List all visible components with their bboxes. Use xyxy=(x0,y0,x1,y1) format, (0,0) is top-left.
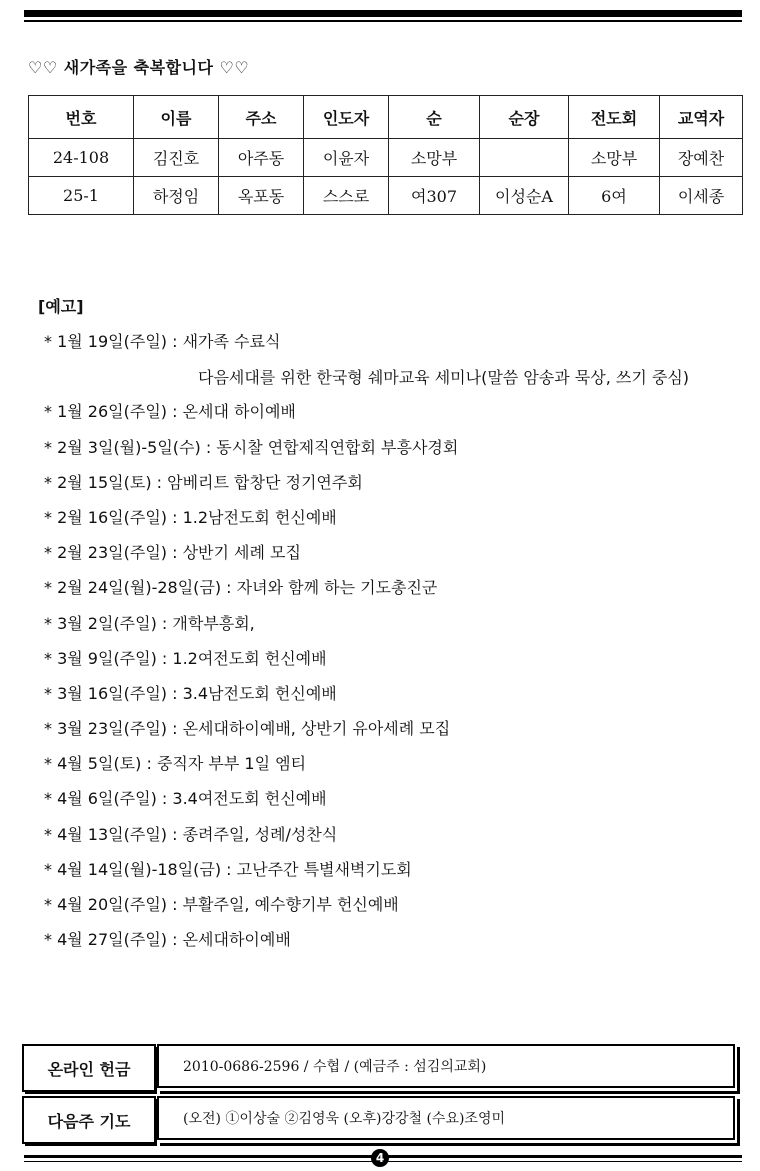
list-item: * 3월 16일(주일) : 3.4남전도회 헌신예배 xyxy=(44,683,337,703)
list-item: * 2월 15일(토) : 암베리트 합창단 정기연주회 xyxy=(44,472,363,492)
list-item: * 4월 5일(토) : 중직자 부부 1일 엠티 xyxy=(44,754,307,774)
col-pastor: 교역자 xyxy=(660,96,743,139)
cell-address: 아주동 xyxy=(219,139,304,177)
list-item xyxy=(44,332,689,402)
col-group-leader: 순장 xyxy=(480,96,569,139)
col-guide: 인도자 xyxy=(304,96,389,139)
notice-list xyxy=(44,332,689,965)
page-number: 4 xyxy=(371,1149,389,1167)
cell-number: 25-1 xyxy=(29,177,134,215)
list-item: * 4월 20일(주일) : 부활주일, 예수향기부 헌신예배 xyxy=(44,895,399,915)
new-family-heading: ♡♡ 새가족을 축복합니다 ♡♡ xyxy=(28,58,250,77)
cell-number: 24-108 xyxy=(29,139,134,177)
col-address: 주소 xyxy=(219,96,304,139)
list-item: * 1월 26일(주일) : 온세대 하이예배 xyxy=(44,402,296,422)
cell-guide: 이윤자 xyxy=(304,139,389,177)
table-row xyxy=(29,177,743,215)
col-mission: 전도회 xyxy=(569,96,660,139)
cell-group-leader: 이성순A xyxy=(480,177,569,215)
list-item: * 4월 13일(주일) : 종려주일, 성례/성찬식 xyxy=(44,824,338,844)
list-item: * 2월 24일(월)-28일(금) : 자녀와 함께 하는 기도총진군 xyxy=(44,578,438,598)
next-prayer-value: (오전) ①이상술 ②김영욱 (오후)강강철 (수요)조영미 xyxy=(157,1096,735,1140)
cell-name: 김진호 xyxy=(134,139,219,177)
list-item: * 2월 23일(주일) : 상반기 세례 모집 xyxy=(44,543,301,563)
box-shadow xyxy=(160,1091,740,1094)
cell-group: 소망부 xyxy=(389,139,480,177)
top-rule-thick xyxy=(24,10,742,17)
next-prayer-label: 다음주 기도 xyxy=(22,1096,156,1144)
cell-group-leader xyxy=(480,139,569,177)
notice-subtext: 다음세대를 위한 한국형 쉐마교육 세미나(말씀 암송과 묵상, 쓰기 중심) xyxy=(198,368,690,387)
list-item: * 4월 6일(주일) : 3.4여전도회 헌신예배 xyxy=(44,789,327,809)
list-item: * 4월 14일(월)-18일(금) : 고난주간 특별새벽기도회 xyxy=(44,859,412,879)
col-name: 이름 xyxy=(134,96,219,139)
list-item: * 3월 9일(주일) : 1.2여전도회 헌신예배 xyxy=(44,648,327,668)
table-row xyxy=(29,139,743,177)
list-item: * 4월 27일(주일) : 온세대하이예배 xyxy=(44,930,291,950)
cell-group: 여307 xyxy=(389,177,480,215)
cell-pastor: 이세종 xyxy=(660,177,743,215)
new-family-table xyxy=(28,95,743,215)
col-group: 순 xyxy=(389,96,480,139)
col-number: 번호 xyxy=(29,96,134,139)
list-item: * 2월 3일(월)-5일(수) : 동시찰 연합제직연합회 부흥사경회 xyxy=(44,437,459,457)
cell-pastor: 장예찬 xyxy=(660,139,743,177)
cell-name: 하정임 xyxy=(134,177,219,215)
list-item: * 3월 23일(주일) : 온세대하이예배, 상반기 유아세례 모집 xyxy=(44,719,451,739)
cell-mission: 소망부 xyxy=(569,139,660,177)
list-item: * 3월 2일(주일) : 개학부흥회, xyxy=(44,613,255,633)
notice-title: [예고] xyxy=(38,297,84,316)
cell-mission: 6여 xyxy=(569,177,660,215)
table-header-row xyxy=(29,96,743,139)
box-shadow xyxy=(160,1143,740,1146)
cell-address: 옥포동 xyxy=(219,177,304,215)
box-shadow xyxy=(737,1047,740,1094)
box-shadow xyxy=(737,1099,740,1146)
online-offering-label: 온라인 헌금 xyxy=(22,1044,156,1092)
notice-text: * 1월 19일(주일) : 새가족 수료식 xyxy=(44,332,281,351)
list-item: * 2월 16일(주일) : 1.2남전도회 헌신예배 xyxy=(44,507,337,527)
top-rule-thin xyxy=(24,20,742,22)
cell-guide: 스스로 xyxy=(304,177,389,215)
online-offering-value: 2010-0686-2596 / 수협 / (예금주 : 섬김의교회) xyxy=(157,1044,735,1088)
